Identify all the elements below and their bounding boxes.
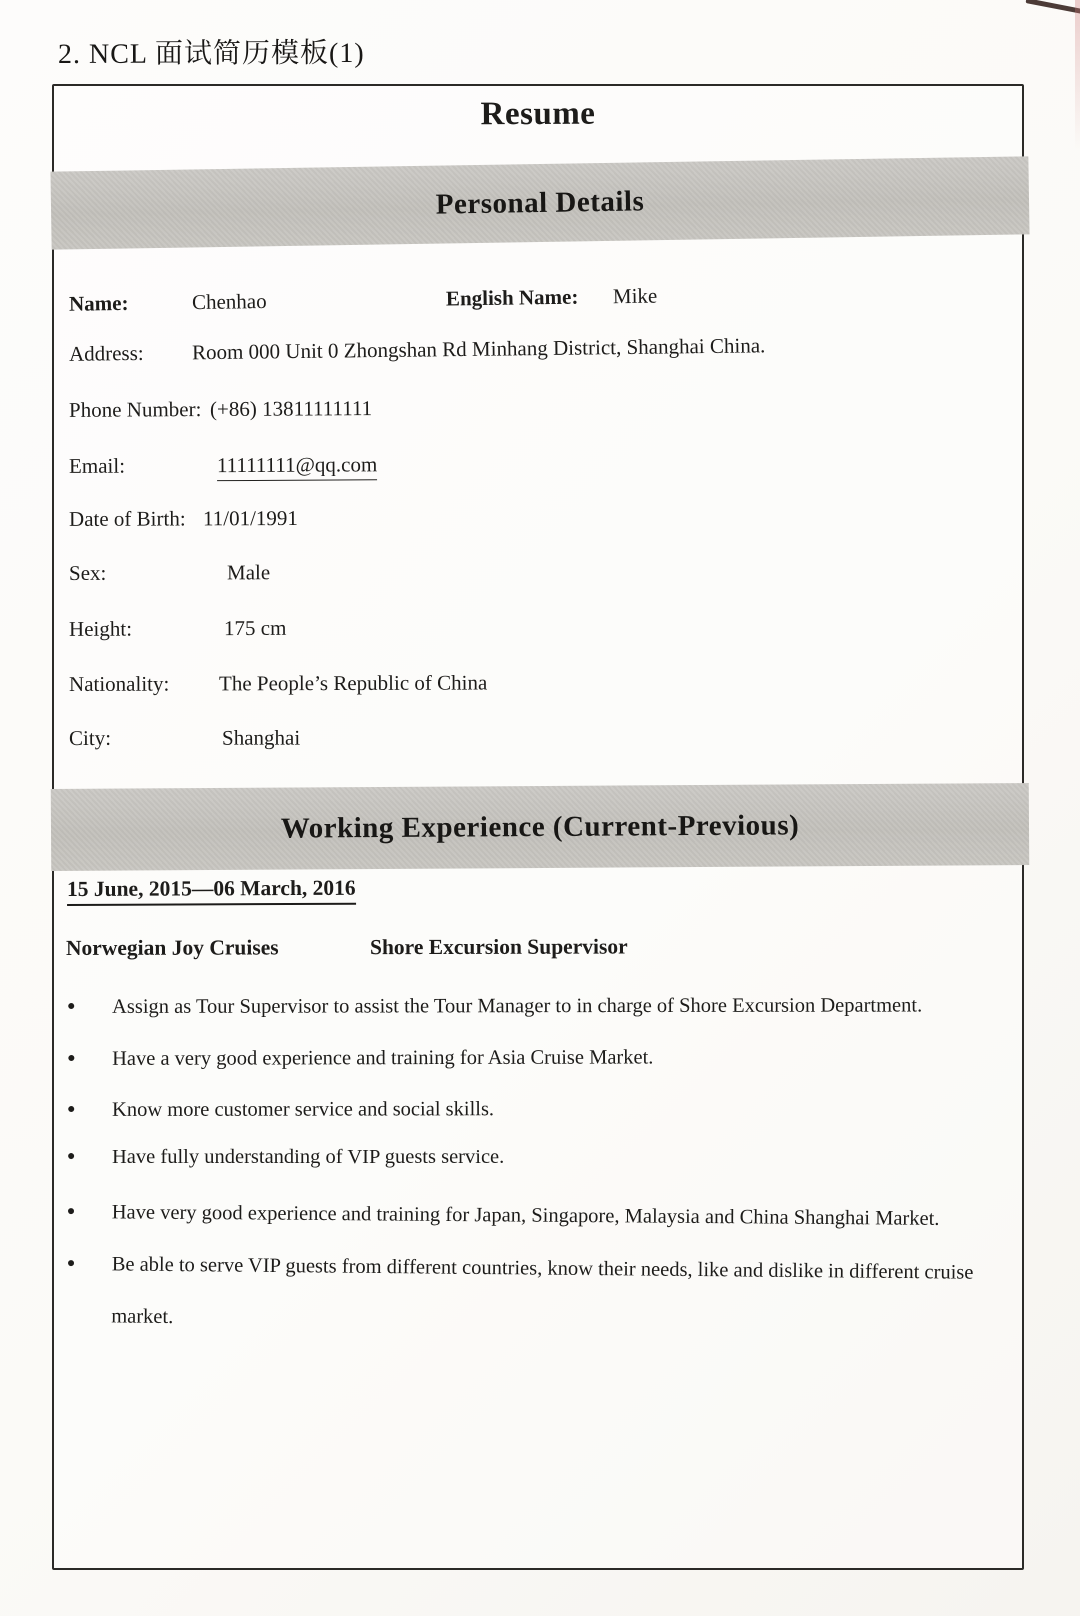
bullet-item — [67, 979, 1017, 1033]
document-heading: 2. NCL 面试简历模板(1) — [57, 37, 365, 70]
field-row-email — [54, 447, 1014, 480]
field-label-phone: Phone Number: — [68, 397, 202, 422]
field-label-name: Name: — [68, 290, 129, 316]
bullet-dot-icon: ● — [67, 1101, 76, 1117]
field-value-date-of-birth: 11/01/1991 — [202, 505, 298, 531]
scan-corner-artifact — [1026, 0, 1080, 20]
field-value-english-name: Mike — [612, 283, 658, 309]
field-row-date-of-birth — [54, 501, 1014, 533]
field-label-nationality: Nationality: — [68, 671, 170, 696]
bullet-text: Know more customer service and social skills. — [112, 1098, 495, 1121]
field-label-email: Email: — [68, 453, 126, 478]
field-label-height: Height: — [68, 616, 133, 641]
field-value-city: Shanghai — [221, 725, 301, 750]
scan-edge-tint — [1075, 0, 1080, 150]
field-value-nationality: The People’s Republic of China — [218, 670, 488, 696]
bullet-text: Assign as Tour Supervisor to assist the Tour Manager to in charge of Shore Excursion Department. — [112, 994, 923, 1018]
bullet-item — [67, 1131, 1017, 1183]
section-header-working-experience: Working Experience (Current-Previous) — [51, 783, 1029, 871]
work-period: 15 June, 2015—06 March, 2016 — [67, 876, 356, 906]
field-value-name: Chenhao — [191, 289, 267, 315]
company-row — [54, 931, 1014, 962]
resume-title: Resume — [480, 95, 596, 133]
company-name: Norwegian Joy Cruises — [65, 935, 279, 960]
field-label-date-of-birth: Date of Birth: — [68, 506, 186, 531]
resume-box — [52, 84, 1024, 1570]
field-row-city — [54, 722, 1014, 752]
bullet-item — [67, 1082, 1017, 1136]
field-row-nationality — [54, 667, 1014, 698]
field-value-height: 175 cm — [223, 615, 287, 641]
field-row-sex — [54, 556, 1014, 587]
bullet-text: Have fully understanding of VIP guests service. — [112, 1146, 505, 1168]
field-row-address — [54, 328, 1014, 368]
bullet-dot-icon: ● — [67, 1149, 76, 1164]
bullet-dot-icon: ● — [67, 998, 76, 1014]
bullet-text: Be able to serve VIP guests from different countries, know their needs, like and dislike in different cruise market. — [111, 1253, 974, 1329]
field-label-city: City: — [68, 725, 112, 750]
field-value-sex: Male — [226, 560, 271, 585]
bullet-dot-icon: ● — [67, 1050, 76, 1066]
field-row-phone — [54, 390, 1014, 424]
field-value-address: Room 000 Unit 0 Zhongshan Rd Minhang District, Shanghai China. — [191, 333, 766, 365]
bullet-dot-icon: ● — [66, 1203, 76, 1220]
bullet-item — [67, 1031, 1017, 1085]
bullet-text: Have very good experience and training for Japan, Singapore, Malaysia and China Shanghai Market. — [111, 1201, 940, 1230]
field-label-sex: Sex: — [68, 560, 107, 585]
field-row-height — [54, 610, 1014, 643]
field-label-address: Address: — [68, 340, 144, 366]
field-value-email: 11111111@qq.com — [217, 450, 377, 481]
job-title: Shore Excursion Supervisor — [369, 934, 628, 960]
field-value-phone: (+86) 13811111111 — [209, 396, 373, 422]
bullet-item — [66, 1238, 1017, 1351]
bullet-dot-icon: ● — [66, 1255, 76, 1272]
field-label-english-name: English Name: — [445, 284, 579, 311]
bullet-text: Have a very good experience and training for Asia Cruise Market. — [112, 1046, 654, 1070]
bullet-item — [67, 1186, 1017, 1245]
section-header-personal-details: Personal Details — [50, 156, 1029, 249]
field-row-name — [54, 277, 1014, 318]
